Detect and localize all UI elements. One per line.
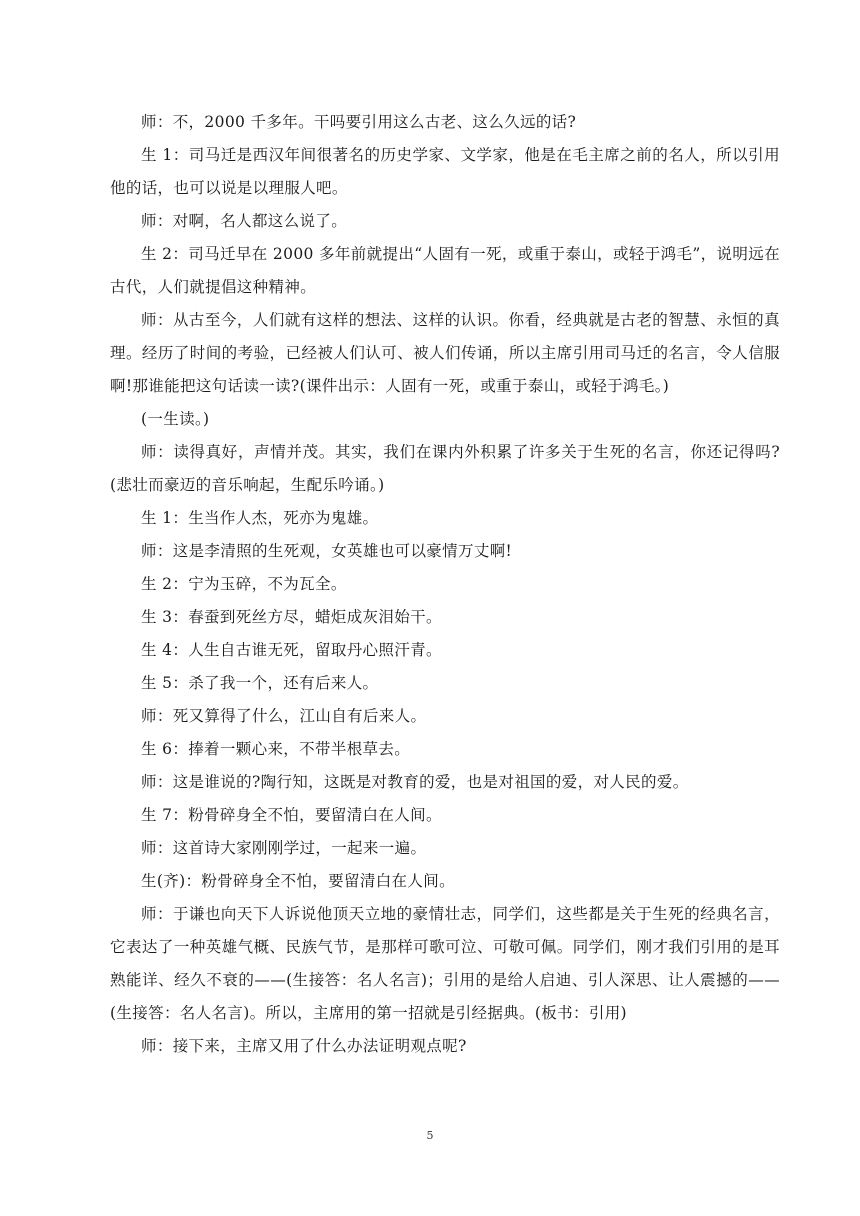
paragraph: 生 2：宁为玉碎，不为瓦全。	[141, 575, 347, 593]
paragraph: 生(齐)：粉骨碎身全不怕，要留清白在人间。	[141, 872, 455, 890]
paragraph: 师：这首诗大家刚刚学过，一起来一遍。	[141, 839, 427, 857]
paragraph: (一生读。)	[141, 410, 210, 428]
paragraph: 生 4：人生自古谁无死，留取丹心照汗青。	[141, 641, 442, 659]
paragraph: 师：对啊，名人都这么说了。	[141, 212, 348, 230]
paragraph: 生 1：司马迁是西汉年间很著名的历史学家、文学家，他是在毛主席之前的名人，所以引用他的话，也可以说是以理服人吧。	[110, 146, 780, 197]
paragraph: 师：不，2000 千多年。干吗要引用这么古老、这么久远的话?	[141, 113, 577, 131]
paragraph: 师：于谦也向天下人诉说他顶天立地的豪情壮志，同学们，这些都是关于生死的经典名言，它表达了一种英雄气概、民族气节，是那样可歌可泣、可敬可佩。同学们，刚才我们引用的是耳熟能详、经久不衰的——(生接答：名人名言)；引用的是给人启迪、引人深思、让人震撼的——(生接答：名人名言)。所以，主席用的第一招就是引经据典。(板书：引用)	[110, 905, 780, 1022]
paragraph: 生 5：杀了我一个，还有后来人。	[141, 674, 379, 692]
paragraph: 师：这是谁说的?陶行知，这既是对教育的爱，也是对祖国的爱，对人民的爱。	[141, 773, 689, 791]
paragraph: 生 3：春蚕到死丝方尽，蜡炬成灰泪始干。	[141, 608, 442, 626]
paragraph: 师：死又算得了什么，江山自有后来人。	[141, 707, 427, 725]
paragraph: 师：从古至今，人们就有这样的想法、这样的认识。你看，经典就是古老的智慧、永恒的真理。经历了时间的考验，已经被人们认可、被人们传诵，所以主席引用司马迁的名言，令人信服啊!那谁能把这句话读一读?(课件出示：人固有一死，或重于泰山，或轻于鸿毛。)	[110, 311, 780, 395]
page-number: 5	[426, 1129, 434, 1142]
paragraph: 生 2：司马迁早在 2000 多年前就提出“人固有一死，或重于泰山，或轻于鸿毛”，说明远在古代，人们就提倡这种精神。	[110, 245, 780, 296]
paragraph: 生 7：粉骨碎身全不怕，要留清白在人间。	[141, 806, 442, 824]
page-body	[110, 106, 780, 1063]
paragraph: 师：接下来，主席又用了什么办法证明观点呢?	[141, 1037, 467, 1055]
paragraph: 师：这是李清照的生死观，女英雄也可以豪情万丈啊!	[141, 542, 513, 560]
paragraph: 生 6：捧着一颗心来，不带半根草去。	[141, 740, 411, 758]
paragraph: 生 1：生当作人杰，死亦为鬼雄。	[141, 509, 379, 527]
paragraph: 师：读得真好，声情并茂。其实，我们在课内外积累了许多关于生死的名言，你还记得吗?(悲壮而豪迈的音乐响起，生配乐吟诵。)	[110, 443, 780, 494]
